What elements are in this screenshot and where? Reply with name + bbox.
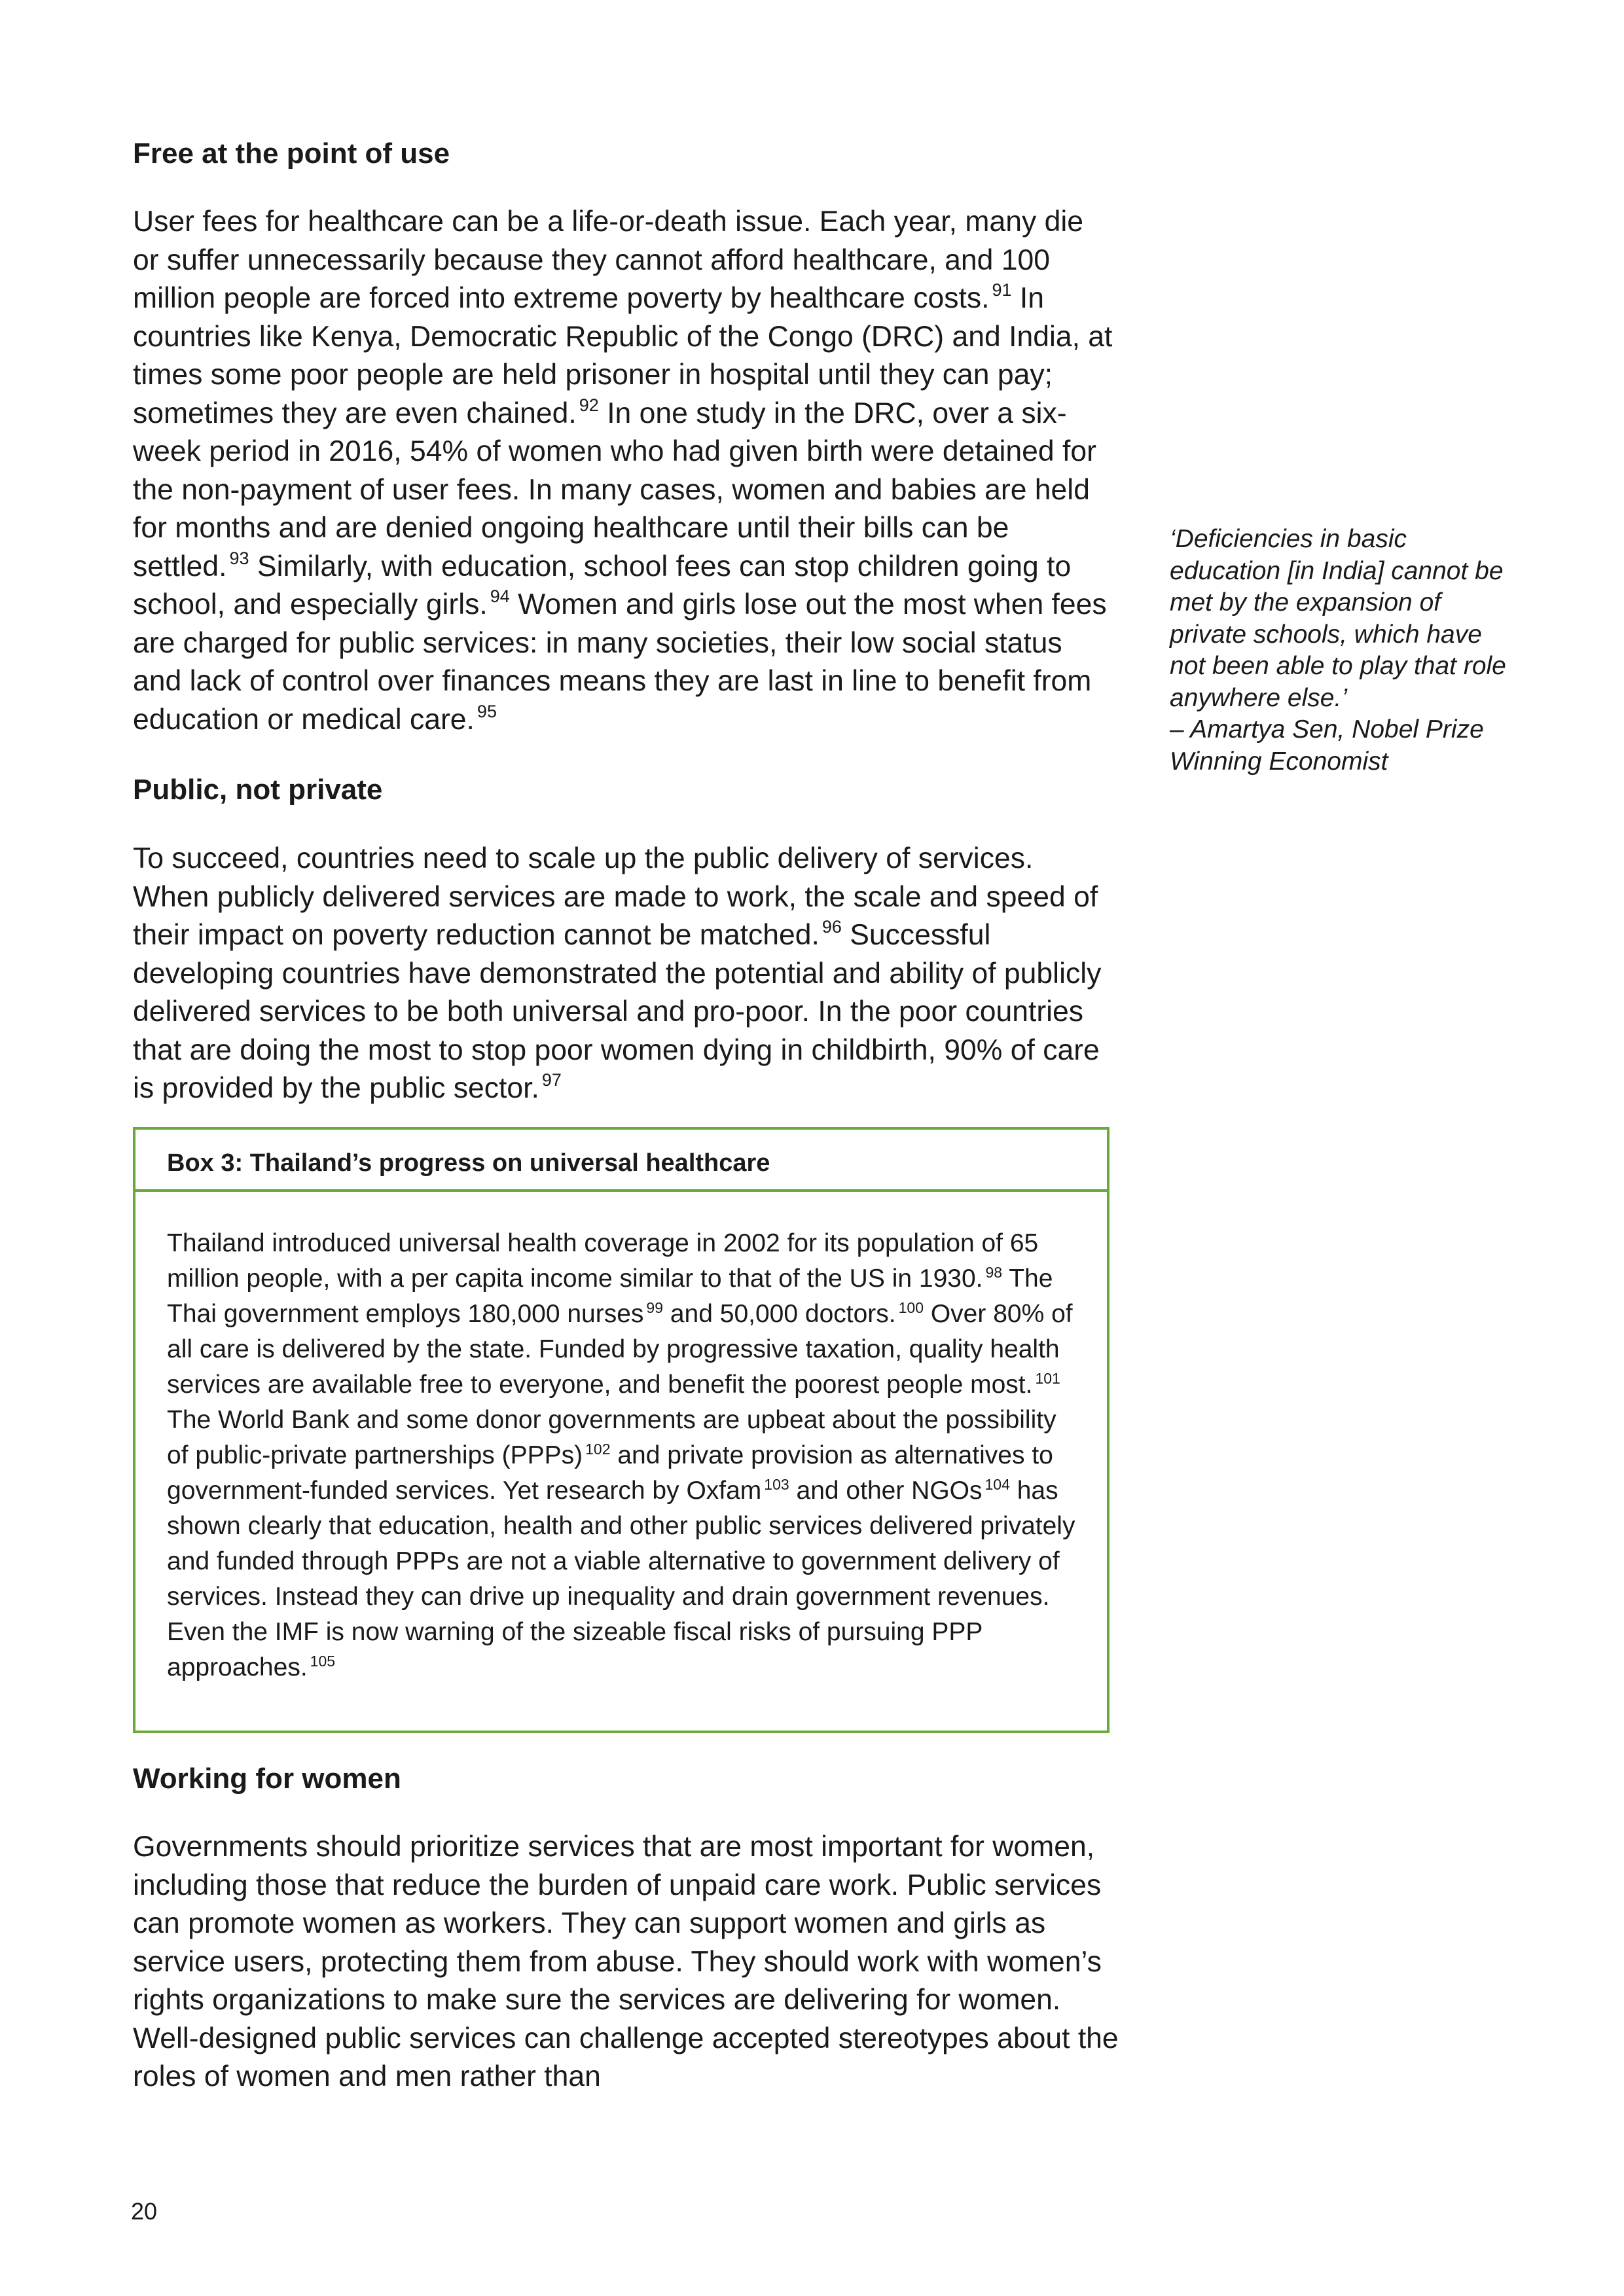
text-segment: Women and girls lose out the most when fees are charged for public services: in many societies, their low social status and lack of control over finances means they are last in line to benefit from education or medical care. xyxy=(133,588,1107,736)
footnote-ref: 95 xyxy=(477,701,497,721)
footnote-ref: 96 xyxy=(821,917,842,937)
footnote-ref: 93 xyxy=(229,548,249,568)
footnote-ref: 104 xyxy=(984,1476,1010,1493)
footnote-ref: 94 xyxy=(490,586,510,606)
text-segment: and 50,000 doctors. xyxy=(670,1300,896,1328)
text-segment: The World Bank and some donor governments are upbeat about the possibility of public-private partnerships (PPPs) xyxy=(167,1406,1056,1469)
footnote-ref: 103 xyxy=(764,1476,789,1493)
section-heading-public-not-private: Public, not private xyxy=(133,774,383,806)
text-segment: and private provision as alternatives to government-funded services. Yet research by Oxfam xyxy=(167,1441,1053,1505)
paragraph-public-not-private xyxy=(133,840,1115,1108)
footnote-ref: 92 xyxy=(579,395,599,415)
footnote-ref: 105 xyxy=(310,1653,336,1670)
footnote-ref: 97 xyxy=(541,1070,562,1090)
text-segment: has shown clearly that education, health and other public services delivered privately and funded through PPPs are not a viable alternative to government delivery of services. Instead they can drive up inequality and drain government revenues. Even the IMF is now warning of the sizeable fiscal risks of pursuing PPP approaches. xyxy=(167,1477,1075,1681)
quote-attribution: – Amartya Sen, Nobel Prize Winning Economist xyxy=(1170,715,1484,776)
box-thailand-healthcare xyxy=(133,1127,1110,1733)
footnote-ref: 102 xyxy=(585,1441,611,1458)
text-segment: To succeed, countries need to scale up the public delivery of services. When publicly delivered services are made to work, the scale and speed of their impact on poverty reduction cannot be matched. xyxy=(133,842,1098,951)
section-heading-free-at-point-of-use: Free at the point of use xyxy=(133,137,450,170)
text-segment: In countries like Kenya, Democratic Republic of the Congo (DRC) and India, at times some poor people are held prisoner in hospital until they can pay; sometimes they are even chained. xyxy=(133,282,1113,429)
text-segment: In one study in the DRC, over a six-week period in 2016, 54% of women who had given birth were detained for the non-payment of user fees. In many cases, women and babies are held for months and are denied ongoing healthcare until their bills can be settled. xyxy=(133,397,1096,583)
footnote-ref: 98 xyxy=(985,1264,1003,1281)
box-body-text xyxy=(135,1192,1107,1685)
box-title: Box 3: Thailand’s progress on universal healthcare xyxy=(135,1130,1107,1192)
footnote-ref: 99 xyxy=(646,1299,664,1316)
text-segment: Successful developing countries have demonstrated the potential and ability of publicly delivered services to be both universal and pro-poor. In the poor countries that are doing the most to stop poor women dying in childbirth, 90% of care is provided by the public sector. xyxy=(133,919,1102,1104)
paragraph-working-for-women: Governments should prioritize services that are most important for women, including those that reduce the burden of unpaid care work. Public services can promote women as workers. They can support women and girls as service users, protecting them from abuse. They should work with women’s rights organizations to make sure the services are delivering for women. Well-designed public services can challenge accepted stereotypes about the roles of women and men rather than xyxy=(133,1831,1119,2092)
paragraph-free-at-point-of-use xyxy=(133,203,1115,739)
footnote-ref: 101 xyxy=(1035,1370,1060,1387)
text-segment: Thailand introduced universal health coverage in 2002 for its population of 65 million people, with a per capita income similar to that of the US in 1930. xyxy=(167,1229,1039,1293)
text-segment: The Thai government employs 180,000 nurses xyxy=(167,1265,1053,1328)
section-heading-working-for-women: Working for women xyxy=(133,1763,401,1795)
text-segment: Over 80% of all care is delivered by the state. Funded by progressive taxation, quality health services are available free to everyone, and benefit the poorest people most. xyxy=(167,1300,1073,1399)
footnote-ref: 91 xyxy=(992,280,1012,300)
page-number: 20 xyxy=(131,2198,158,2225)
sidebar-quote xyxy=(1170,524,1510,778)
quote-text: ‘Deficiencies in basic education [in India] cannot be met by the expansion of private schools, which have not been able to play that role anywhere else.’ xyxy=(1170,525,1506,712)
text-segment: and other NGOs xyxy=(796,1477,983,1505)
footnote-ref: 100 xyxy=(898,1299,924,1316)
text-segment: Similarly, with education, school fees can stop children going to school, and especially girls. xyxy=(133,550,1072,620)
text-segment: User fees for healthcare can be a life-or-death issue. Each year, many die or suffer unnecessarily because they cannot afford healthcare, and 100 million people are forced into extreme poverty by healthcare costs. xyxy=(133,206,1083,314)
